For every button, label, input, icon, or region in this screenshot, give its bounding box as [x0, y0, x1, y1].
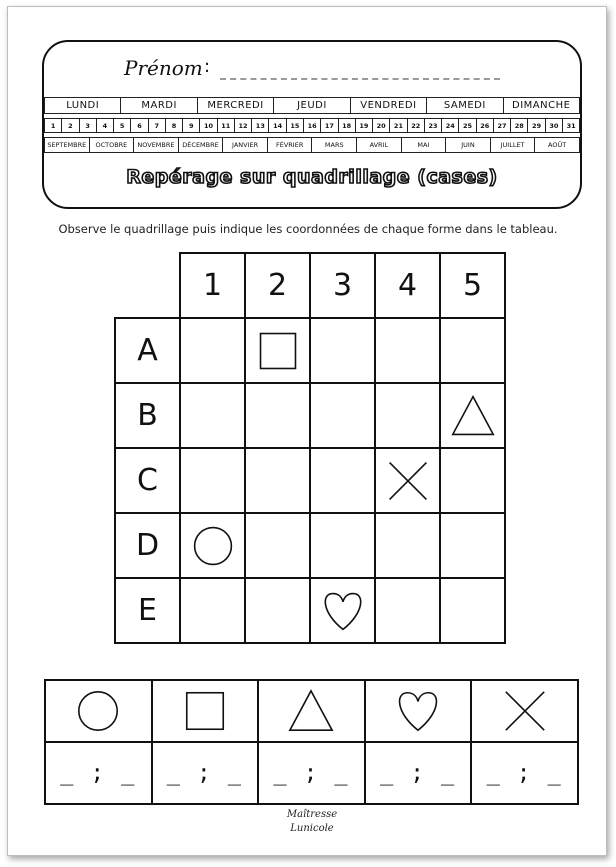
row-header-A — [114, 317, 181, 384]
answer-table — [44, 679, 577, 803]
column-header-5 — [439, 252, 506, 319]
date-number-cell[interactable]: 5 — [114, 118, 131, 133]
answer-input-cell[interactable] — [257, 741, 366, 805]
month-cell[interactable]: FÉVRIER — [268, 137, 313, 153]
grid-cell-A2[interactable] — [244, 317, 311, 384]
grid-cell-A4[interactable] — [374, 317, 441, 384]
grid-cell-E2[interactable] — [244, 577, 311, 644]
column-header-3 — [309, 252, 376, 319]
prenom-colon: : — [204, 56, 211, 77]
answer-blank: _ ; _ — [486, 760, 563, 786]
grid-cell-E1[interactable] — [179, 577, 246, 644]
date-number-cell[interactable]: 28 — [511, 118, 528, 133]
circle-icon — [74, 687, 122, 735]
grid-cell-C1[interactable] — [179, 447, 246, 514]
answer-blank: _ ; _ — [379, 760, 457, 786]
date-number-cell[interactable]: 2 — [62, 118, 79, 133]
date-number-cell[interactable]: 1 — [44, 118, 62, 133]
row-header-C — [114, 447, 181, 514]
grid-cell-B5[interactable] — [439, 382, 506, 449]
grid-cell-D1[interactable] — [179, 512, 246, 579]
month-cell[interactable]: JUIN — [446, 137, 491, 153]
grid-cell-C5[interactable] — [439, 447, 506, 514]
square-icon — [181, 687, 229, 735]
month-cell[interactable]: MAI — [402, 137, 447, 153]
grid-cell-B1[interactable] — [179, 382, 246, 449]
date-number-cell[interactable]: 6 — [131, 118, 148, 133]
triangle-icon — [287, 687, 335, 735]
date-number-cell[interactable]: 19 — [356, 118, 373, 133]
numbers-row — [44, 118, 580, 133]
row-header-E — [114, 577, 181, 644]
date-number-cell[interactable]: 26 — [477, 118, 494, 133]
answer-shape-cell — [44, 679, 153, 743]
column-header-4 — [374, 252, 441, 319]
prenom-row — [44, 56, 580, 86]
date-number-cell[interactable]: 7 — [149, 118, 166, 133]
month-cell[interactable]: SEPTEMBRE — [44, 137, 90, 153]
days-row — [44, 97, 580, 114]
date-number-cell[interactable]: 21 — [390, 118, 407, 133]
row-label: E — [138, 593, 157, 628]
date-number-cell[interactable]: 24 — [442, 118, 459, 133]
heart-icon — [394, 687, 442, 735]
day-cell[interactable]: DIMANCHE — [504, 97, 580, 114]
date-number-cell[interactable]: 22 — [408, 118, 425, 133]
grid-cell-C2[interactable] — [244, 447, 311, 514]
month-cell[interactable]: NOVEMBRE — [134, 137, 179, 153]
circle-icon — [190, 523, 236, 569]
column-label: 5 — [462, 268, 483, 303]
months-row — [44, 137, 580, 153]
signature-line-2: Lunicole — [290, 823, 334, 834]
date-number-cell[interactable]: 16 — [304, 118, 321, 133]
column-header-2 — [244, 252, 311, 319]
day-cell[interactable]: VENDREDI — [351, 97, 427, 114]
instruction-text: Observe le quadrillage puis indique les coordonnées de chaque forme dans le tableau. — [58, 222, 558, 236]
row-label: D — [135, 528, 160, 563]
day-cell[interactable]: SAMEDI — [427, 97, 503, 114]
day-cell[interactable]: MERCREDI — [198, 97, 274, 114]
month-cell[interactable]: JUILLET — [491, 137, 536, 153]
column-label: 3 — [332, 268, 353, 303]
date-number-cell[interactable]: 29 — [528, 118, 545, 133]
grid-cell-D4[interactable] — [374, 512, 441, 579]
header-box — [42, 40, 582, 209]
answer-blank: _ ; _ — [166, 760, 243, 786]
month-cell[interactable]: AVRIL — [357, 137, 402, 153]
square-icon — [255, 328, 301, 374]
month-cell[interactable]: AOÛT — [535, 137, 580, 153]
answer-input-cell[interactable] — [364, 741, 473, 805]
grid-cell-E5[interactable] — [439, 577, 506, 644]
triangle-icon — [450, 393, 496, 439]
answer-blank: _ ; _ — [273, 760, 350, 786]
answer-input-cell[interactable] — [44, 741, 153, 805]
answer-shape-cell — [364, 679, 473, 743]
date-number-cell[interactable]: 12 — [235, 118, 252, 133]
date-number-cell[interactable]: 3 — [80, 118, 97, 133]
month-cell[interactable]: MARS — [312, 137, 357, 153]
date-number-cell[interactable]: 30 — [546, 118, 563, 133]
answer-shape-cell — [470, 679, 579, 743]
answer-input-cell[interactable] — [470, 741, 579, 805]
month-cell[interactable]: DÉCEMBRE — [179, 137, 224, 153]
date-number-cell[interactable]: 31 — [563, 118, 580, 133]
row-label: C — [137, 463, 158, 498]
cross-icon — [385, 458, 431, 504]
answer-shape-cell — [151, 679, 260, 743]
date-number-cell[interactable]: 10 — [200, 118, 217, 133]
column-label: 4 — [397, 268, 418, 303]
grid-cell-E3[interactable] — [309, 577, 376, 644]
date-number-cell[interactable]: 8 — [166, 118, 183, 133]
worksheet-title: Repérage sur quadrillage (cases) — [126, 166, 498, 188]
grid-cell-E4[interactable] — [374, 577, 441, 644]
date-number-cell[interactable]: 11 — [218, 118, 235, 133]
answer-shape-cell — [257, 679, 366, 743]
column-label: 1 — [202, 268, 223, 303]
date-number-cell[interactable]: 4 — [97, 118, 114, 133]
grid-cell-B3[interactable] — [309, 382, 376, 449]
grid-cell-D5[interactable] — [439, 512, 506, 579]
grid-cell-C3[interactable] — [309, 447, 376, 514]
column-header-1 — [179, 252, 246, 319]
date-number-cell[interactable]: 23 — [425, 118, 442, 133]
day-cell[interactable]: JEUDI — [274, 97, 350, 114]
grid-cell-B4[interactable] — [374, 382, 441, 449]
month-cell[interactable]: OCTOBRE — [90, 137, 135, 153]
grid-cell-D2[interactable] — [244, 512, 311, 579]
date-number-cell[interactable]: 9 — [183, 118, 200, 133]
date-number-cell[interactable]: 20 — [373, 118, 390, 133]
row-label: B — [137, 398, 158, 433]
cross-icon — [501, 687, 549, 735]
date-number-cell[interactable]: 18 — [339, 118, 356, 133]
date-number-cell[interactable]: 14 — [269, 118, 286, 133]
heart-icon — [320, 588, 366, 634]
day-cell[interactable]: LUNDI — [44, 97, 121, 114]
date-number-cell[interactable]: 25 — [459, 118, 476, 133]
column-label: 2 — [267, 268, 288, 303]
answer-input-cell[interactable] — [151, 741, 260, 805]
prenom-field[interactable] — [220, 78, 500, 80]
row-header-B — [114, 382, 181, 449]
prenom-label: Prénom — [124, 56, 203, 80]
date-number-cell[interactable]: 17 — [321, 118, 338, 133]
grid-cell-B2[interactable] — [244, 382, 311, 449]
grid-cell-A1[interactable] — [179, 317, 246, 384]
answer-blank: _ ; _ — [60, 760, 137, 786]
row-label: A — [137, 333, 158, 368]
date-number-cell[interactable]: 15 — [287, 118, 304, 133]
day-cell[interactable]: MARDI — [121, 97, 197, 114]
row-header-D — [114, 512, 181, 579]
grid-cell-A3[interactable] — [309, 317, 376, 384]
date-number-cell[interactable]: 27 — [494, 118, 511, 133]
month-cell[interactable]: JANVIER — [223, 137, 268, 153]
signature-line-1: Maîtresse — [286, 809, 338, 820]
grid-cell-A5[interactable] — [439, 317, 506, 384]
grid-cell-D3[interactable] — [309, 512, 376, 579]
signature-logo — [272, 808, 352, 853]
date-number-cell[interactable]: 13 — [252, 118, 269, 133]
grid-cell-C4[interactable] — [374, 447, 441, 514]
